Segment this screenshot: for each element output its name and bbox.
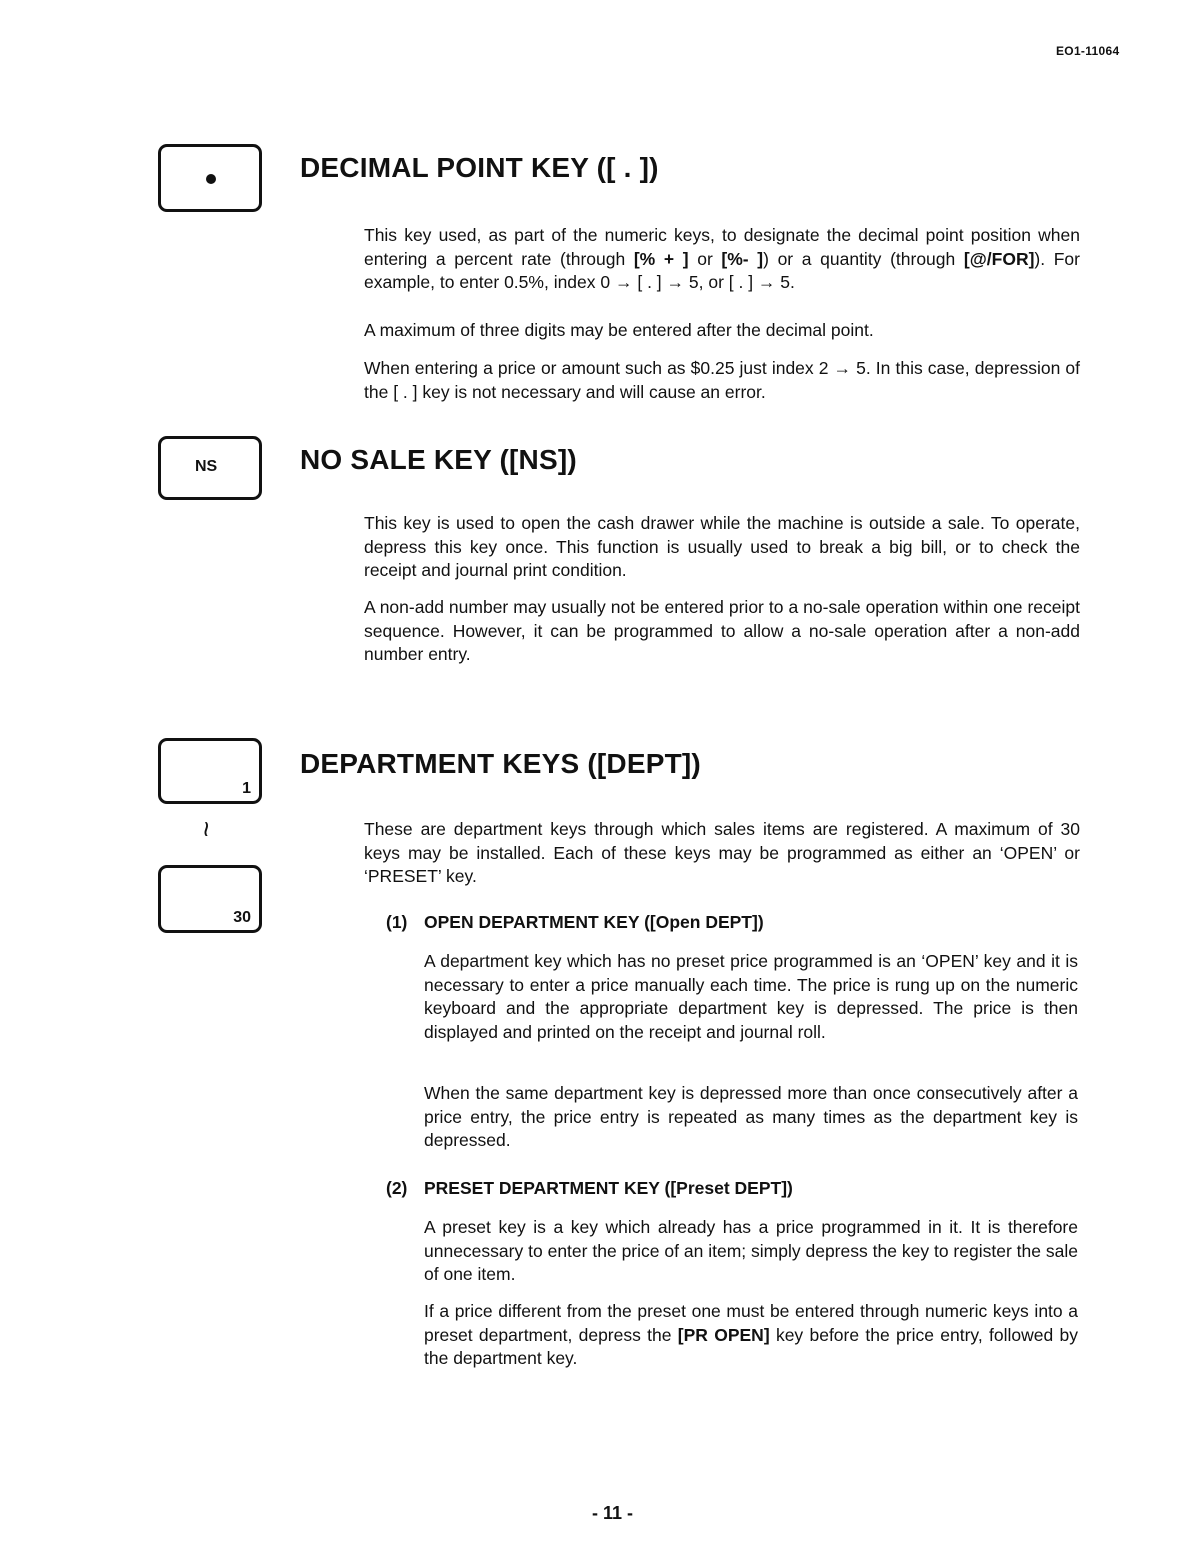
department-key-30-icon xyxy=(158,865,262,933)
no-sale-key-label: NS xyxy=(195,458,218,475)
decimal-key-heading: DECIMAL POINT KEY ([ . ]) xyxy=(300,152,659,183)
open-dept-paragraph-2: When the same department key is depressed more than once consecutively after a price entry, the price entry is repeated as many times as the department key is depressed. xyxy=(424,1083,1078,1150)
preset-dept-paragraph-1: A preset key is a key which already has a price programmed in it. It is therefore unnecessary to enter the price of an item; simply depress the key to register the sale of one item. xyxy=(424,1217,1078,1284)
no-sale-key-heading: NO SALE KEY ([NS]) xyxy=(300,444,577,475)
preset-dept-paragraph-2: If a price different from the preset one must be entered through numeric keys into a preset department, depress the [PR OPEN] key before the price entry, followed by the department key. xyxy=(424,1301,1078,1368)
range-tilde-icon: ~ xyxy=(191,820,223,838)
department-key-1-icon xyxy=(158,738,262,804)
decimal-point-key-icon xyxy=(158,144,262,212)
no-sale-key-paragraph-2: A non-add number may usually not be entered prior to a no-sale operation within one receipt sequence. However, it can be programmed to allow a no-sale operation after a non-add number entry. xyxy=(364,597,1080,664)
department-key-30-label: 30 xyxy=(233,909,251,926)
decimal-key-paragraph-2: A maximum of three digits may be entered after the decimal point. xyxy=(364,320,874,340)
document-id: EO1-11064 xyxy=(1056,44,1120,58)
preset-dept-subheading: (2) PRESET DEPARTMENT KEY ([Preset DEPT]) xyxy=(386,1178,793,1198)
open-dept-paragraph-1: A department key which has no preset price programmed is an ‘OPEN’ key and it is necessary to enter a price manually each time. The price is rung up on the numeric keyboard and the appropriate department key is depressed. The price is then displayed and printed on the receipt and journal roll. xyxy=(424,951,1078,1042)
department-keys-heading: DEPARTMENT KEYS ([DEPT]) xyxy=(300,748,701,779)
department-keys-paragraph: These are department keys through which sales items are registered. A maximum of 30 keys may be installed. Each of these keys may be programmed as either an ‘OPEN’ or ‘PRESET’ key. xyxy=(364,819,1080,886)
decimal-key-paragraph-3: When entering a price or amount such as $0.25 just index 2 → 5. In this case, depression of the [ . ] key is not necessary and will cause an error. xyxy=(364,358,1080,402)
open-dept-subheading: (1) OPEN DEPARTMENT KEY ([Open DEPT]) xyxy=(386,912,764,932)
no-sale-key-paragraph-1: This key is used to open the cash drawer while the machine is outside a sale. To operate, depress this key once. This function is usually used to break a big bill, or to check the receipt and journal print condition. xyxy=(364,513,1080,580)
page-number: - 11 - xyxy=(592,1503,634,1523)
no-sale-key-icon xyxy=(158,436,262,500)
decimal-key-paragraph-1: This key used, as part of the numeric keys, to designate the decimal point position when entering a percent rate (through [% + ] or [%- ]) or a quantity (through [@/FOR]). For example, to enter 0.5%, index 0 → [ . ] → 5, or [ . ] → 5. xyxy=(364,225,1080,292)
department-key-1-label: 1 xyxy=(242,780,251,797)
